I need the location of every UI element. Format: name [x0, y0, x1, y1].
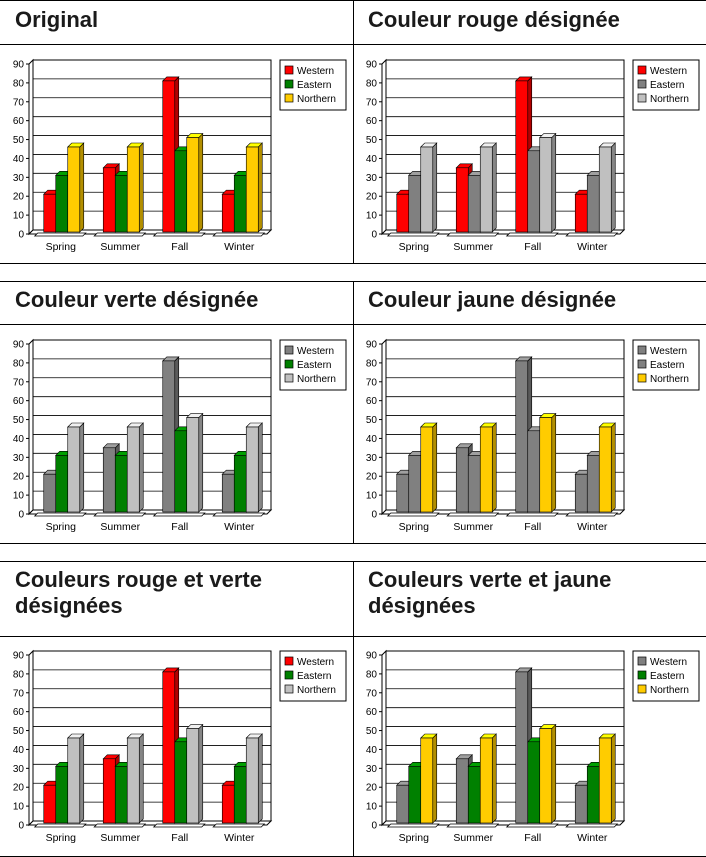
bar-chart [354, 334, 705, 543]
legend-label: Eastern [297, 360, 332, 371]
bar-side [258, 423, 262, 512]
legend-label: Northern [297, 374, 336, 385]
y-tick-label: 90 [12, 339, 24, 351]
y-tick-label: 90 [365, 339, 377, 351]
bar-side [139, 734, 143, 823]
legend-label: Eastern [650, 80, 685, 91]
side-wall [382, 340, 386, 514]
legend-swatch [285, 66, 293, 74]
y-tick-label: 90 [12, 59, 24, 71]
bar-base [213, 824, 264, 827]
bar-side [611, 734, 615, 823]
bar [421, 427, 433, 512]
y-tick-label: 40 [12, 744, 24, 756]
legend-label: Western [297, 66, 335, 77]
bar-base [507, 824, 558, 827]
bar [540, 138, 552, 232]
panel-1 [1, 1, 352, 263]
bar [599, 427, 611, 512]
x-tick-label: Winter [224, 241, 255, 253]
legend [633, 340, 699, 390]
bar [409, 455, 421, 512]
bar-side [199, 414, 203, 512]
bar-base [447, 233, 498, 236]
bar-base [566, 233, 617, 236]
bar [175, 151, 187, 232]
bar [456, 759, 468, 823]
bar [397, 474, 409, 512]
bar [68, 427, 80, 512]
legend-label: Northern [297, 94, 336, 105]
y-tick-label: 30 [365, 763, 377, 775]
bar [44, 785, 56, 823]
y-tick-label: 70 [12, 377, 24, 389]
x-tick-label: Spring [398, 521, 429, 533]
y-tick-label: 80 [365, 358, 377, 370]
y-tick-label: 10 [365, 490, 377, 502]
y-tick-label: 40 [365, 153, 377, 165]
bar-side [199, 134, 203, 232]
bar [409, 175, 421, 232]
bar [480, 147, 492, 232]
bar [222, 474, 234, 512]
bar-base [35, 233, 86, 236]
y-tick-label: 0 [18, 509, 24, 521]
bar-side [611, 143, 615, 232]
bar [528, 742, 540, 823]
bar-base [447, 824, 498, 827]
bar [575, 474, 587, 512]
plot-area [13, 60, 271, 254]
y-tick-label: 60 [12, 116, 24, 128]
bar [127, 427, 139, 512]
bar [103, 168, 115, 232]
x-tick-label: Winter [577, 241, 608, 253]
bar [575, 785, 587, 823]
x-tick-label: Spring [398, 241, 429, 253]
x-tick-label: Fall [524, 241, 542, 253]
bar [397, 194, 409, 232]
bar-side [492, 734, 496, 823]
bar [103, 759, 115, 823]
y-tick-label: 40 [12, 153, 24, 165]
y-tick-label: 90 [12, 650, 24, 662]
legend-swatch [285, 80, 293, 88]
y-tick-label: 50 [365, 726, 377, 738]
bar-base [94, 513, 145, 516]
x-tick-label: Winter [224, 832, 255, 844]
x-tick-label: Summer [453, 241, 494, 253]
y-tick-label: 90 [365, 59, 377, 71]
y-tick-label: 60 [12, 707, 24, 719]
bar-side [139, 423, 143, 512]
y-tick-label: 20 [12, 782, 24, 794]
legend [280, 60, 346, 110]
x-tick-label: Spring [45, 832, 76, 844]
legend-label: Western [650, 657, 688, 668]
bar [163, 672, 175, 823]
legend-swatch [638, 374, 646, 382]
x-tick-label: Fall [171, 241, 189, 253]
panel-4 [354, 281, 705, 543]
x-tick-label: Winter [577, 832, 608, 844]
bar-base [154, 233, 205, 236]
panel-3 [1, 281, 352, 543]
x-tick-label: Fall [524, 521, 542, 533]
bar-chart [1, 645, 352, 856]
bar-chart [354, 645, 705, 856]
bar [56, 455, 68, 512]
y-tick-label: 20 [12, 471, 24, 483]
bar-base [507, 513, 558, 516]
bar [187, 729, 199, 823]
legend-label: Eastern [650, 671, 685, 682]
legend-label: Northern [297, 685, 336, 696]
x-tick-label: Fall [524, 832, 542, 844]
x-tick-label: Summer [453, 832, 494, 844]
y-tick-label: 10 [12, 490, 24, 502]
bar-side [433, 143, 437, 232]
panel-title: Couleur verte désignée [15, 287, 259, 312]
legend-label: Eastern [297, 671, 332, 682]
bar [127, 147, 139, 232]
y-tick-label: 10 [12, 210, 24, 222]
legend [280, 340, 346, 390]
bar [246, 427, 258, 512]
bar-side [80, 734, 84, 823]
y-tick-label: 40 [365, 744, 377, 756]
x-tick-label: Spring [45, 241, 76, 253]
bar-side [433, 423, 437, 512]
bar-chart [1, 54, 352, 263]
legend-label: Western [650, 346, 688, 357]
x-tick-label: Winter [224, 521, 255, 533]
bar [44, 194, 56, 232]
bar-side [552, 414, 556, 512]
plot-area [13, 651, 271, 845]
legend-swatch [638, 80, 646, 88]
plot-area [366, 340, 624, 534]
bar-base [35, 824, 86, 827]
legend-swatch [638, 685, 646, 693]
x-tick-label: Summer [100, 832, 141, 844]
bar [468, 175, 480, 232]
bar [68, 738, 80, 823]
legend-swatch [638, 94, 646, 102]
bar [540, 418, 552, 512]
table-rule [353, 281, 354, 544]
bar-side [552, 134, 556, 232]
panel-title: Couleur jaune désignée [368, 287, 617, 312]
y-tick-label: 70 [365, 97, 377, 109]
side-wall [382, 651, 386, 825]
bar [246, 738, 258, 823]
y-tick-label: 70 [365, 688, 377, 700]
y-tick-label: 60 [365, 116, 377, 128]
y-tick-label: 30 [12, 763, 24, 775]
bar-base [507, 233, 558, 236]
plot-area [366, 60, 624, 254]
x-tick-label: Fall [171, 521, 189, 533]
bar [468, 766, 480, 823]
x-tick-label: Winter [577, 521, 608, 533]
bar-base [94, 824, 145, 827]
legend-label: Northern [650, 685, 689, 696]
bar-side [492, 423, 496, 512]
bar-base [35, 513, 86, 516]
legend-swatch [285, 685, 293, 693]
y-tick-label: 0 [18, 820, 24, 832]
bar [175, 742, 187, 823]
legend-swatch [638, 66, 646, 74]
y-tick-label: 50 [12, 726, 24, 738]
y-tick-label: 80 [365, 669, 377, 681]
legend-label: Western [297, 346, 335, 357]
y-tick-label: 10 [12, 801, 24, 813]
bar [187, 418, 199, 512]
legend-swatch [285, 374, 293, 382]
bar [44, 474, 56, 512]
bar-side [552, 725, 556, 823]
y-tick-label: 20 [365, 782, 377, 794]
y-tick-label: 30 [12, 452, 24, 464]
panel-5 [1, 561, 352, 856]
y-tick-label: 70 [12, 97, 24, 109]
bar [516, 361, 528, 512]
bar-base [213, 233, 264, 236]
bar-base [154, 513, 205, 516]
legend-label: Eastern [297, 80, 332, 91]
y-tick-label: 80 [365, 78, 377, 90]
side-wall [29, 651, 33, 825]
y-tick-label: 30 [365, 452, 377, 464]
bar [234, 766, 246, 823]
bar [409, 766, 421, 823]
y-tick-label: 0 [371, 820, 377, 832]
legend-label: Western [650, 66, 688, 77]
legend-label: Western [297, 657, 335, 668]
table-rule [353, 0, 354, 264]
plot-area [13, 340, 271, 534]
panel-6 [354, 561, 705, 856]
bar [587, 766, 599, 823]
bar [599, 738, 611, 823]
y-tick-label: 20 [365, 191, 377, 203]
legend-label: Eastern [650, 360, 685, 371]
bar-base [154, 824, 205, 827]
legend-swatch [638, 360, 646, 368]
bar [68, 147, 80, 232]
y-tick-label: 60 [365, 707, 377, 719]
y-tick-label: 40 [12, 433, 24, 445]
plot-area [366, 651, 624, 845]
legend-swatch [638, 657, 646, 665]
bar [115, 455, 127, 512]
bar [115, 175, 127, 232]
bar [421, 147, 433, 232]
bar-side [80, 143, 84, 232]
bar-side [492, 143, 496, 232]
legend-swatch [285, 346, 293, 354]
legend-swatch [285, 94, 293, 102]
legend-swatch [638, 346, 646, 354]
panel-title: Original [15, 7, 99, 32]
bar [480, 427, 492, 512]
bar-base [566, 513, 617, 516]
bar [175, 431, 187, 512]
panel-title: Couleurs rouge et verte désignées [15, 567, 262, 618]
bar-base [388, 513, 439, 516]
y-tick-label: 20 [12, 191, 24, 203]
x-tick-label: Spring [45, 521, 76, 533]
legend-label: Northern [650, 374, 689, 385]
y-tick-label: 70 [12, 688, 24, 700]
bar [587, 175, 599, 232]
bar [528, 151, 540, 232]
panel-title: Couleurs verte et jaune désignées [368, 567, 612, 618]
bar [163, 361, 175, 512]
bar-base [388, 824, 439, 827]
y-tick-label: 0 [371, 509, 377, 521]
x-tick-label: Summer [453, 521, 494, 533]
y-tick-label: 30 [12, 172, 24, 184]
bar-side [80, 423, 84, 512]
bar [56, 766, 68, 823]
panel-title: Couleur rouge désignée [368, 7, 620, 32]
y-tick-label: 90 [365, 650, 377, 662]
y-tick-label: 20 [365, 471, 377, 483]
legend-swatch [285, 671, 293, 679]
bar [456, 168, 468, 232]
bar [187, 138, 199, 232]
y-tick-label: 60 [365, 396, 377, 408]
legend [280, 651, 346, 701]
bar [234, 455, 246, 512]
bar [575, 194, 587, 232]
side-wall [29, 60, 33, 234]
bar-base [566, 824, 617, 827]
bar-base [447, 513, 498, 516]
legend [633, 651, 699, 701]
bar-base [94, 233, 145, 236]
bar [103, 448, 115, 512]
side-wall [382, 60, 386, 234]
bar-side [258, 734, 262, 823]
bar [456, 448, 468, 512]
bar [56, 175, 68, 232]
bar-chart [354, 54, 705, 263]
y-tick-label: 50 [12, 135, 24, 147]
legend-swatch [285, 657, 293, 665]
bar [163, 81, 175, 232]
y-tick-label: 10 [365, 801, 377, 813]
bar-chart [1, 334, 352, 543]
y-tick-label: 80 [12, 358, 24, 370]
y-tick-label: 60 [12, 396, 24, 408]
legend-swatch [638, 671, 646, 679]
bar [528, 431, 540, 512]
y-tick-label: 80 [12, 78, 24, 90]
y-tick-label: 0 [18, 229, 24, 241]
bar-base [213, 513, 264, 516]
x-tick-label: Fall [171, 832, 189, 844]
x-tick-label: Spring [398, 832, 429, 844]
y-tick-label: 70 [365, 377, 377, 389]
bar [421, 738, 433, 823]
bar [516, 672, 528, 823]
y-tick-label: 0 [371, 229, 377, 241]
bar [468, 455, 480, 512]
bar-side [258, 143, 262, 232]
bar-side [139, 143, 143, 232]
bar [587, 455, 599, 512]
legend-swatch [285, 360, 293, 368]
bar [480, 738, 492, 823]
bar [540, 729, 552, 823]
x-tick-label: Summer [100, 521, 141, 533]
x-tick-label: Summer [100, 241, 141, 253]
bar [246, 147, 258, 232]
bar-base [388, 233, 439, 236]
bar [516, 81, 528, 232]
bar-side [611, 423, 615, 512]
bar [222, 785, 234, 823]
y-tick-label: 30 [365, 172, 377, 184]
y-tick-label: 50 [365, 135, 377, 147]
bar [397, 785, 409, 823]
side-wall [29, 340, 33, 514]
bar [127, 738, 139, 823]
bar [115, 766, 127, 823]
y-tick-label: 80 [12, 669, 24, 681]
y-tick-label: 10 [365, 210, 377, 222]
bar [599, 147, 611, 232]
bar [222, 194, 234, 232]
panel-2 [354, 1, 705, 263]
y-tick-label: 40 [365, 433, 377, 445]
bar-side [199, 725, 203, 823]
legend [633, 60, 699, 110]
table-rule [353, 561, 354, 857]
bar-side [433, 734, 437, 823]
bar [234, 175, 246, 232]
y-tick-label: 50 [12, 415, 24, 427]
legend-label: Northern [650, 94, 689, 105]
y-tick-label: 50 [365, 415, 377, 427]
